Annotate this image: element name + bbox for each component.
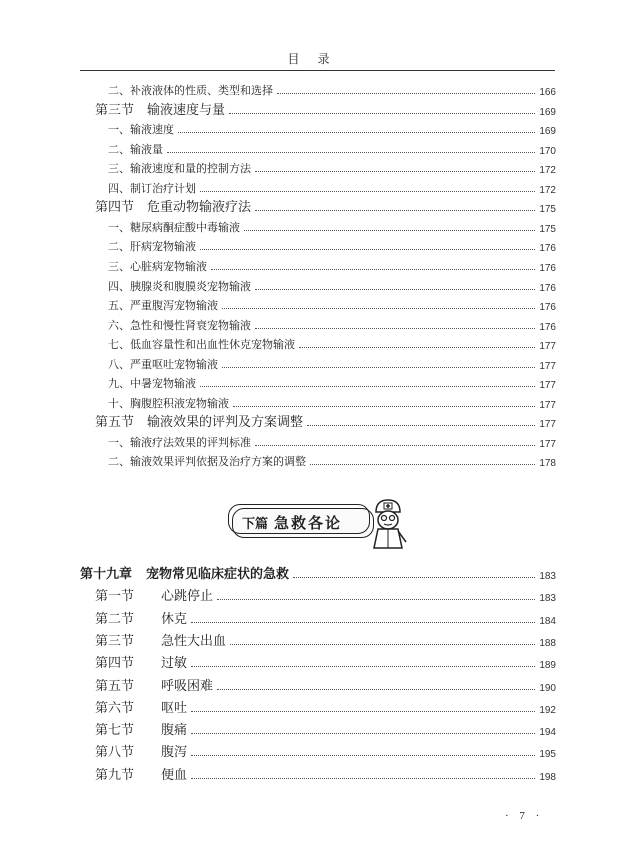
dot-leader xyxy=(200,248,535,250)
toc-entry-label: 六、急性和慢性肾衰宠物输液 xyxy=(108,318,251,332)
dot-leader xyxy=(244,229,535,231)
toc-entry-title xyxy=(95,630,226,649)
toc-entry-page: 188 xyxy=(539,637,556,649)
toc-entry-label: 三、输液速度和量的控制方法 xyxy=(108,162,251,176)
dot-leader xyxy=(200,190,535,192)
banner-part-title: 急救各论 xyxy=(274,514,343,532)
toc-entry-title xyxy=(95,741,187,760)
dot-leader xyxy=(222,307,535,309)
toc-entry-page: 195 xyxy=(539,749,556,761)
toc-entry-number: 第七节 xyxy=(95,723,135,739)
toc-entry-number: 第五节 xyxy=(95,678,135,694)
dot-leader xyxy=(191,754,535,756)
toc-entry[interactable] xyxy=(108,254,556,274)
toc-entry-title xyxy=(108,219,240,235)
toc-entry[interactable] xyxy=(108,137,556,157)
dot-leader xyxy=(293,576,535,578)
cartoon-doctor-icon xyxy=(368,498,408,550)
toc-entry-page: 198 xyxy=(539,771,556,783)
toc-entry-title xyxy=(108,160,251,176)
dot-leader xyxy=(217,688,535,690)
banner-title xyxy=(242,512,342,533)
toc-entry-page: 176 xyxy=(539,282,556,294)
toc-entry-title xyxy=(108,336,295,352)
toc-entry-label: 三、心脏病宠物输液 xyxy=(108,259,207,273)
toc-entry-label: 便血 xyxy=(161,767,188,783)
part-banner xyxy=(228,498,408,550)
dot-leader xyxy=(191,710,535,712)
dot-leader xyxy=(233,405,535,407)
toc-entry-label: 四、胰腺炎和腹膜炎宠物输液 xyxy=(108,279,251,293)
toc-entry-title xyxy=(95,652,187,671)
toc-entry-title xyxy=(108,82,273,98)
toc-entry-number: 第二节 xyxy=(95,611,135,627)
toc-entry-page: 175 xyxy=(539,204,556,216)
toc-entry[interactable] xyxy=(95,763,556,783)
toc-entry-page: 194 xyxy=(539,727,556,739)
toc-entry[interactable] xyxy=(95,718,556,738)
toc-entry-title xyxy=(108,141,163,157)
toc-entry-label: 急性大出血 xyxy=(161,633,227,649)
toc-entry[interactable] xyxy=(95,410,556,430)
toc-entry[interactable] xyxy=(108,293,556,313)
toc-entry-label: 输液效果的评判及方案调整 xyxy=(147,415,304,431)
toc-entry[interactable] xyxy=(108,156,556,176)
toc-entry-title xyxy=(108,434,251,450)
toc-entry-label: 一、输液速度 xyxy=(108,123,174,137)
dot-leader xyxy=(167,151,535,153)
dot-leader xyxy=(191,732,535,734)
toc-entry-title xyxy=(108,297,218,313)
toc-entry-page: 183 xyxy=(539,593,556,605)
dot-leader xyxy=(191,665,535,667)
toc-entry[interactable] xyxy=(95,674,556,694)
toc-entry[interactable] xyxy=(95,98,556,118)
toc-entry-title xyxy=(108,278,251,294)
dot-leader xyxy=(200,385,535,387)
toc-entry-label: 一、输液疗法效果的评判标准 xyxy=(108,435,251,449)
toc-entry-label: 心跳停止 xyxy=(161,589,214,605)
dot-leader xyxy=(211,268,535,270)
toc-entry-title xyxy=(95,764,187,783)
dot-leader xyxy=(217,598,535,600)
dot-leader xyxy=(255,170,535,172)
toc-entry-number: 第四节 xyxy=(95,200,135,216)
toc-entry-title xyxy=(108,258,207,274)
dot-leader xyxy=(299,346,535,348)
toc-entry-label: 宠物常见临床症状的急救 xyxy=(146,567,290,582)
toc-entry-page: 184 xyxy=(539,615,556,627)
toc-entry-title xyxy=(95,697,187,716)
toc-entry-page: 190 xyxy=(539,682,556,694)
toc-entry-title xyxy=(80,563,289,582)
running-header: 目录 xyxy=(287,52,348,66)
toc-entry-page: 170 xyxy=(539,145,556,157)
toc-entry[interactable] xyxy=(95,740,556,760)
toc-entry-title xyxy=(95,719,187,738)
toc-entry-label: 七、低血容量性和出血性休克宠物输液 xyxy=(108,338,295,352)
dot-leader xyxy=(307,424,535,426)
toc-entry[interactable] xyxy=(108,449,556,469)
toc-entry-title xyxy=(95,99,225,118)
dot-leader xyxy=(178,131,535,133)
toc-entry-title xyxy=(95,585,213,604)
toc-entry-page: 192 xyxy=(539,704,556,716)
toc-entry[interactable] xyxy=(95,607,556,627)
toc-entry-label: 休克 xyxy=(161,611,188,627)
toc-entry[interactable] xyxy=(95,584,556,604)
toc-entry[interactable] xyxy=(95,195,556,215)
toc-entry[interactable] xyxy=(95,696,556,716)
toc-entry-page: 177 xyxy=(539,341,556,353)
dot-leader xyxy=(255,209,535,211)
toc-entry[interactable] xyxy=(95,651,556,671)
dot-leader xyxy=(255,444,535,446)
toc-entry-page: 177 xyxy=(539,399,556,411)
toc-entry-title xyxy=(108,317,251,333)
toc-entry-page: 169 xyxy=(539,106,556,118)
toc-entry[interactable] xyxy=(95,629,556,649)
toc-entry-number: 第一节 xyxy=(95,589,135,605)
toc-entry-title xyxy=(108,238,196,254)
toc-entry-label: 九、中暑宠物输液 xyxy=(108,377,196,391)
toc-entry[interactable] xyxy=(108,78,556,98)
toc-entry[interactable] xyxy=(108,371,556,391)
toc-entry[interactable] xyxy=(108,391,556,411)
toc-entry-title xyxy=(108,121,174,137)
toc-entry-title xyxy=(108,180,196,196)
toc-entry-page: 175 xyxy=(539,223,556,235)
toc-entry-page: 178 xyxy=(539,458,556,470)
toc-entry-title xyxy=(95,675,213,694)
toc-entry-title xyxy=(95,196,251,215)
toc-entry-title xyxy=(95,411,303,430)
toc-entry-label: 过敏 xyxy=(161,656,188,672)
toc-entry-page: 183 xyxy=(539,571,556,582)
toc-entry[interactable] xyxy=(108,234,556,254)
toc-entry-label: 二、输液效果评判依据及治疗方案的调整 xyxy=(108,455,306,469)
toc-entry-page: 177 xyxy=(539,360,556,372)
toc-entry-label: 腹泻 xyxy=(161,745,188,761)
dot-leader xyxy=(191,777,535,779)
toc-entry-label: 八、严重呕吐宠物输液 xyxy=(108,357,218,371)
toc-entry[interactable] xyxy=(108,215,556,235)
toc-entry-number: 第八节 xyxy=(95,745,135,761)
toc-entry-number: 第三节 xyxy=(95,102,135,118)
toc-entry[interactable] xyxy=(108,117,556,137)
toc-entry[interactable] xyxy=(108,430,556,450)
toc-entry[interactable] xyxy=(108,176,556,196)
toc-entry-label: 呕吐 xyxy=(161,700,188,716)
toc-entry-title xyxy=(108,395,229,411)
toc-entry-page: 176 xyxy=(539,262,556,274)
dot-leader xyxy=(255,288,535,290)
dot-leader xyxy=(229,112,535,114)
toc-entry-page: 176 xyxy=(539,321,556,333)
toc-entry-number: 第四节 xyxy=(95,656,135,672)
toc-entry-number: 第六节 xyxy=(95,700,135,716)
toc-entry[interactable] xyxy=(80,562,556,582)
toc-entry-page: 177 xyxy=(539,438,556,450)
toc-entry-label: 二、输液量 xyxy=(108,142,163,156)
toc-entry-label: 输液速度与量 xyxy=(147,102,226,118)
toc-entry[interactable] xyxy=(108,352,556,372)
toc-entry-label: 五、严重腹泻宠物输液 xyxy=(108,299,218,313)
toc-entry[interactable] xyxy=(108,332,556,352)
toc-entry-page: 172 xyxy=(539,165,556,177)
toc-entry-title xyxy=(95,608,187,627)
toc-entry-label: 一、糖尿病酮症酸中毒输液 xyxy=(108,220,240,234)
dot-leader xyxy=(222,366,535,368)
toc-entry-label: 二、肝病宠物输液 xyxy=(108,240,196,254)
dot-leader xyxy=(277,92,535,94)
header-rule xyxy=(80,70,555,71)
toc-entry-label: 呼吸困难 xyxy=(161,678,214,694)
toc-entry-number: 第九节 xyxy=(95,767,135,783)
dot-leader xyxy=(230,643,535,645)
toc-entry-title xyxy=(108,356,218,372)
toc-entry-page: 176 xyxy=(539,302,556,314)
toc-entry-page: 177 xyxy=(539,419,556,431)
toc-entry-number: 第五节 xyxy=(95,415,135,431)
toc-entry-page: 172 xyxy=(539,184,556,196)
toc-entry-page: 176 xyxy=(539,243,556,255)
toc-entry-page: 189 xyxy=(539,660,556,672)
toc-entry[interactable] xyxy=(108,274,556,294)
toc-entry-label: 危重动物输液疗法 xyxy=(147,200,252,216)
toc-entry-number: 第十九章 xyxy=(80,567,133,582)
toc-entry-number: 第三节 xyxy=(95,633,135,649)
toc-entry-title xyxy=(108,375,196,391)
toc-entry-label: 四、制订治疗计划 xyxy=(108,181,196,195)
dot-leader xyxy=(255,327,535,329)
toc-entry-page: 166 xyxy=(539,87,556,98)
dot-leader xyxy=(310,463,535,465)
toc-entry-label: 腹痛 xyxy=(161,723,188,739)
toc-entry-label: 二、补液液体的性质、类型和选择 xyxy=(108,84,273,97)
toc-entry[interactable] xyxy=(108,313,556,333)
toc-entry-title xyxy=(108,453,306,469)
dot-leader xyxy=(191,621,535,623)
toc-entry-label: 十、胸腹腔积液宠物输液 xyxy=(108,396,229,410)
toc-entry-page: 177 xyxy=(539,380,556,392)
page-number: · 7 · xyxy=(505,810,544,822)
toc-entry-page: 169 xyxy=(539,126,556,138)
banner-part-label: 下篇 xyxy=(242,517,269,532)
